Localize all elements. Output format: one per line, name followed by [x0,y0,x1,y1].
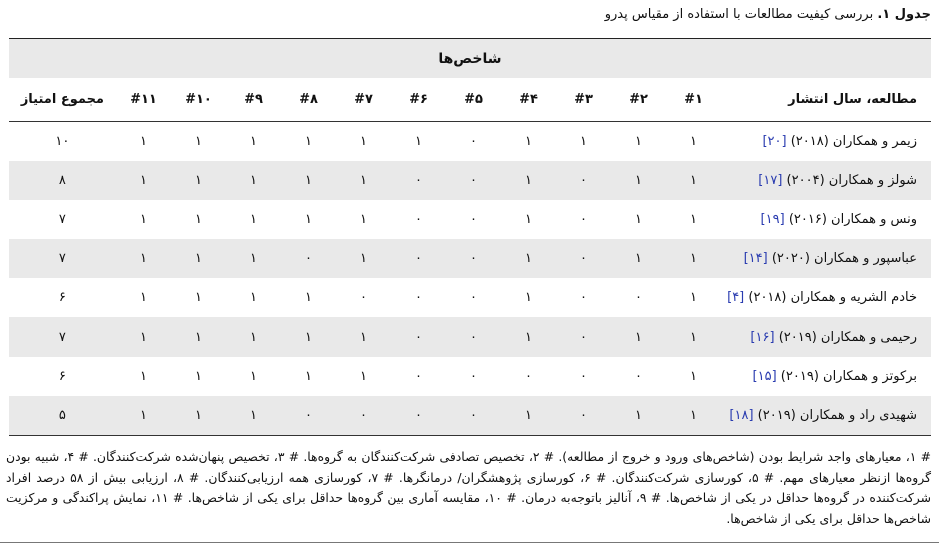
score-cell: ۱ [360,212,367,228]
score-cell: ۱ [611,317,666,356]
score-cell: ۱ [250,212,257,228]
score-cell: ۰ [470,134,477,150]
column-header-criterion: #۳ [556,78,611,122]
study-name: شولز و همکاران (۲۰۰۴) [786,173,917,189]
score-cell: ۰ [556,161,611,200]
column-header-criterion: #۱ [666,78,721,122]
study-cell [721,200,931,239]
score-cell: ۰ [415,290,422,306]
table-group-header-row [9,39,931,78]
total-score-cell: ۶ [58,290,66,306]
score-cell: ۰ [391,161,446,200]
column-header-criterion: #۱۰ [171,78,226,122]
score-cell: ۱ [171,396,226,436]
score-cell: ۱ [281,317,336,356]
score-cell: ۰ [556,317,611,356]
total-score-cell: ۱۰ [55,134,70,150]
score-cell: ۱ [635,212,642,228]
score-cell: ۱ [690,134,697,150]
score-cell: ۰ [556,396,611,436]
score-cell: ۰ [415,368,422,384]
reference-link[interactable]: [۲۰] [762,134,787,150]
score-cell: ۰ [470,290,477,306]
column-header-criterion: #۱۱ [116,78,171,122]
column-header-total: مجموع امتیاز [9,78,116,122]
score-cell: ۱ [171,239,226,278]
column-header-criterion: #۸ [281,78,336,122]
score-cell: ۱ [666,396,721,436]
score-cell: ۱ [305,290,312,306]
score-cell: ۱ [140,368,147,384]
score-cell: ۱ [195,134,202,150]
score-cell: ۱ [336,239,391,278]
score-cell: ۰ [281,239,336,278]
group-header: شاخص‌ها [9,39,931,78]
score-cell: ۰ [446,396,501,436]
score-cell: ۱ [690,368,697,384]
column-header-criterion: #۹ [226,78,281,122]
column-header-criterion: #۴ [501,78,556,122]
score-cell: ۱ [116,396,171,436]
reference-link[interactable]: [۱۷] [758,173,783,189]
table-row [9,396,931,436]
score-cell: ۱ [281,161,336,200]
score-cell: ۰ [580,290,587,306]
total-score-cell: ۷ [9,239,116,278]
bottom-divider [0,542,939,543]
score-cell: ۱ [360,134,367,150]
reference-link[interactable]: [۱۸] [729,407,754,423]
score-cell: ۰ [470,212,477,228]
column-header-criterion: #۵ [446,78,501,122]
score-cell: ۱ [195,290,202,306]
study-name: شهیدی راد و همکاران (۲۰۱۹) [757,407,917,423]
score-cell: ۱ [195,212,202,228]
score-cell: ۱ [635,134,642,150]
score-cell: ۱ [611,161,666,200]
score-cell: ۰ [391,396,446,436]
table-row [9,161,931,200]
score-cell: ۱ [525,212,532,228]
score-cell: ۱ [666,239,721,278]
total-score-cell: ۸ [9,161,116,200]
caption-label: جدول ۱. [877,7,931,22]
score-cell: ۱ [305,368,312,384]
score-cell: ۱ [336,161,391,200]
score-cell: ۱ [305,212,312,228]
score-cell: ۱ [140,134,147,150]
total-score-cell: ۶ [58,368,66,384]
score-cell: ۰ [635,290,642,306]
score-cell: ۰ [415,212,422,228]
reference-link[interactable]: [۱۶] [750,329,775,345]
study-name: عباسپور و همکاران (۲۰۲۰) [771,251,917,267]
score-cell: ۱ [305,134,312,150]
table-footnotes: # ۱، معیارهای واجد شرایط بودن (شاخص‌های ورود و خروج از مطالعه). # ۲، تخصیص تصادفی شرکت‌کنندگان به گروه‌ها. # ۳، تخصیص پنهان‌شده شرکت‌کنندگان. # ۴، شبیه بودن گروه‌ها ازنظر معیارهای مهم. # ۵، کورسازی شرکت‌کنندگان. # ۶، کورسازی پژوهشگران/ درمانگرها. # ۷، کورسازی همه ارزیابی‌کنندگان. # ۸، ارزیابی بیش از ۵۸ درصد افراد شرکت‌کننده در گروه‌ها حداقل در یکی از شاخص‌ها. # ۹، آنالیز باتوجه‌به درمان. # ۱۰، مقایسه آماری بین گروه‌ها حداقل برای یکی از شاخص‌ها. # ۱۱، نمایش پراکندگی و مرکزیت شاخص‌ها حداقل برای یکی از شاخص‌ها. [6,449,931,526]
score-cell: ۰ [470,368,477,384]
score-cell: ۱ [116,161,171,200]
score-cell: ۱ [226,396,281,436]
column-header-criterion: #۶ [391,78,446,122]
score-cell: ۱ [195,368,202,384]
score-cell: ۱ [525,290,532,306]
score-cell: ۰ [391,239,446,278]
score-cell: ۱ [415,134,422,150]
score-cell: ۱ [666,317,721,356]
score-cell: ۰ [525,368,532,384]
study-cell [721,278,931,317]
score-cell: ۰ [556,239,611,278]
caption-title: بررسی کیفیت مطالعات با استفاده از مقیاس پدرو [604,7,874,22]
score-cell: ۰ [446,161,501,200]
score-cell: ۱ [611,239,666,278]
reference-link[interactable]: [۱۴] [743,251,768,267]
score-cell: ۱ [226,317,281,356]
study-cell [721,357,931,396]
score-cell: ۱ [250,368,257,384]
column-header-criterion: #۷ [336,78,391,122]
score-cell: ۱ [250,134,257,150]
score-cell: ۱ [580,134,587,150]
table-body [9,122,931,436]
total-score-cell: ۵ [9,396,116,436]
score-cell: ۰ [336,396,391,436]
score-cell: ۰ [580,212,587,228]
reference-link[interactable]: [۱۵] [752,368,777,384]
score-cell: ۱ [690,290,697,306]
table-row [9,122,931,162]
score-cell: ۰ [281,396,336,436]
score-cell: ۱ [525,134,532,150]
score-cell: ۱ [501,161,556,200]
study-cell [721,161,931,200]
score-cell: ۱ [666,161,721,200]
study-name: ونس و همکاران (۲۰۱۶) [788,212,917,228]
score-cell: ۰ [580,368,587,384]
score-cell: ۰ [446,239,501,278]
score-cell: ۱ [171,317,226,356]
score-cell: ۱ [501,239,556,278]
reference-link[interactable]: [۱۹] [760,212,785,228]
score-cell: ۰ [446,317,501,356]
score-cell: ۱ [226,161,281,200]
table-row [9,278,931,317]
score-cell: ۰ [360,290,367,306]
quality-table [9,39,931,436]
table-row [9,317,931,356]
score-cell: ۱ [250,290,257,306]
table-caption [8,4,931,26]
column-header-study: مطالعه، سال انتشار [721,78,931,122]
table-row [9,200,931,239]
study-name: رحیمی و همکاران (۲۰۱۹) [778,329,917,345]
study-name: زیمر و همکاران (۲۰۱۸) [790,134,917,150]
total-score-cell: ۷ [9,317,116,356]
table-row [9,357,931,396]
score-cell: ۱ [336,317,391,356]
study-cell [721,239,931,278]
table-column-header-row [9,78,931,122]
score-cell: ۱ [116,317,171,356]
score-cell: ۱ [360,368,367,384]
total-score-cell: ۷ [58,212,66,228]
score-cell: ۰ [391,317,446,356]
table-row [9,239,931,278]
study-name: برکوتز و همکاران (۲۰۱۹) [780,368,917,384]
reference-link[interactable]: [۴] [727,290,745,306]
score-cell: ۱ [690,212,697,228]
study-cell [721,396,931,436]
score-cell: ۱ [611,396,666,436]
score-cell: ۱ [501,396,556,436]
quality-table-wrapper [9,38,931,436]
score-cell: ۱ [171,161,226,200]
study-name: خادم الشریه و همکاران (۲۰۱۸) [748,290,917,306]
study-cell [721,122,931,162]
score-cell: ۱ [116,239,171,278]
score-cell: ۱ [226,239,281,278]
score-cell: ۱ [140,212,147,228]
column-header-criterion: #۲ [611,78,666,122]
score-cell: ۱ [501,317,556,356]
score-cell: ۰ [635,368,642,384]
score-cell: ۱ [140,290,147,306]
study-cell [721,317,931,356]
